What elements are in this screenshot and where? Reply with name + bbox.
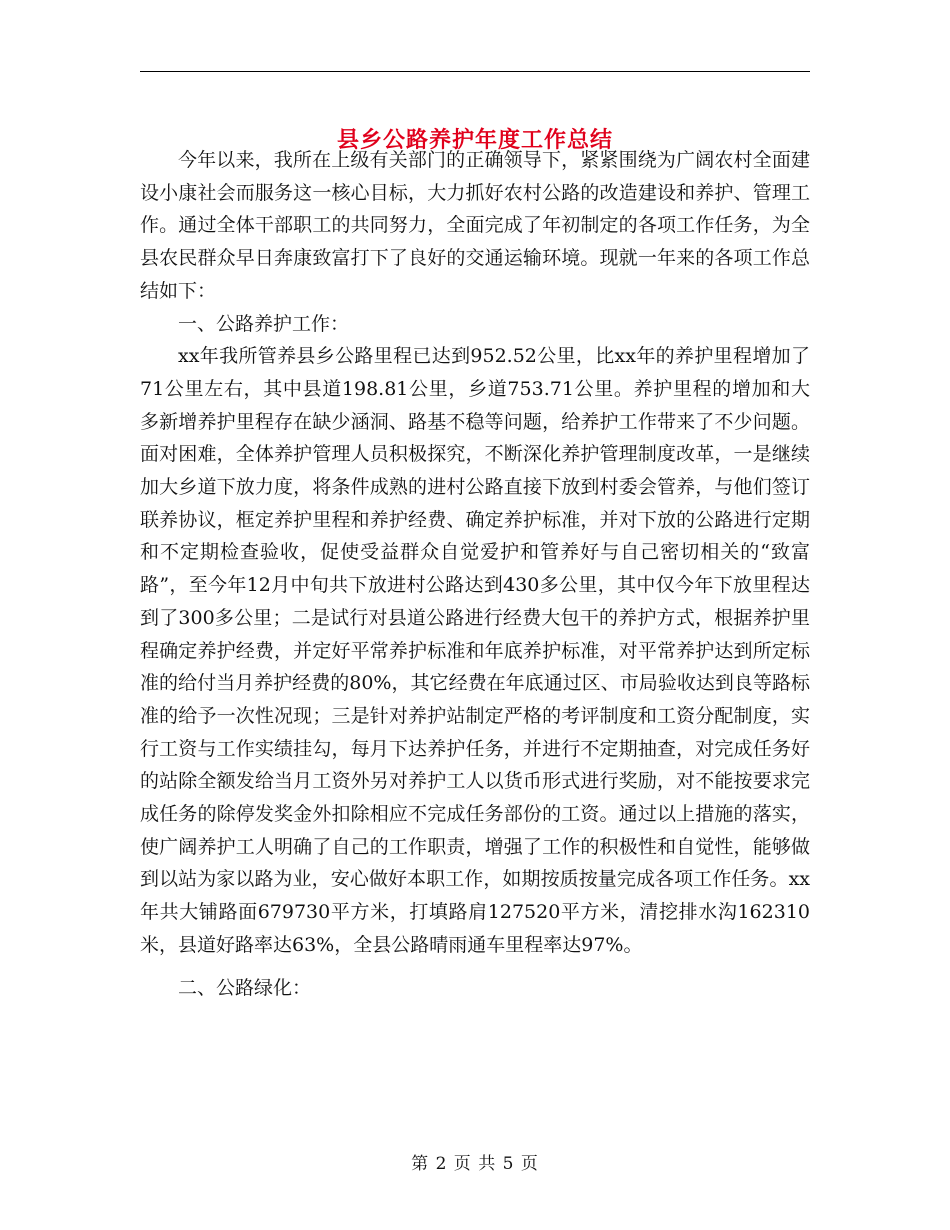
page-number-footer: 第 2 页 共 5 页 bbox=[411, 1154, 539, 1174]
document-body bbox=[140, 144, 810, 1004]
section-heading-road-maintenance: 一、公路养护工作： bbox=[178, 312, 350, 335]
document-title: 县乡公路养护年度工作总结 bbox=[336, 126, 613, 153]
paragraph-intro: 今年以来，我所在上级有关部门的正确领导下，紧紧围绕为广阔农村全面建设小康社会而服务这一核心目标，大力抓好农村公路的改造建设和养护、管理工作。通过全体干部职工的共同努力，全面完成了年初制定的各项工作任务，为全县农民群众早日奔康致富打下了良好的交通运输环境。现就一年来的各项工作总结如下： bbox=[140, 149, 810, 302]
header-rule bbox=[140, 71, 810, 72]
paragraph-road-maintenance: xx年我所管养县乡公路里程已达到952.52公里，比xx年的养护里程增加了71公里左右，其中县道198.81公里，乡道753.71公里。养护里程的增加和大多新增养护里程存在缺少涵洞、路基不稳等问题，给养护工作带来了不少问题。面对困难，全体养护管理人员积极探究，不断深化养护管理制度改革，一是继续加大乡道下放力度，将条件成熟的进村公路直接下放到村委会管养，与他们签订联养协议，框定养护里程和养护经费、确定养护标准，并对下放的公路进行定期和不定期检查验收，促使受益群众自觉爱护和管养好与自己密切相关的“致富路”，至今年12月中旬共下放进村公路达到430多公里，其中仅今年下放里程达到了300多公里；二是试行对县道公路进行经费大包干的养护方式，根据养护里程确定养护经费，并定好平常养护标准和年底养护标准，对平常养护达到所定标准的给付当月养护经费的80%，其它经费在年底通过区、市局验收达到良等路标准的给予一次性况现；三是针对养护站制定严格的考评制度和工资分配制度，实行工资与工作实绩挂勾，每月下达养护任务，并进行不定期抽查，对完成任务好的站除全额发给当月工资外另对养护工人以货币形式进行奖励，对不能按要求完成任务的除停发奖金外扣除相应不完成任务部份的工资。通过以上措施的落实，使广阔养护工人明确了自己的工作职责，增强了工作的积极性和自觉性，能够做到以站为家以路为业，安心做好本职工作，如期按质按量完成各项工作任务。xx年共大铺路面679730平方米，打填路肩127520平方米，清挖排水沟162310米，县道好路率达63%，全县公路晴雨通车里程率达97%。 bbox=[140, 345, 810, 956]
section-heading-road-greening: 二、公路绿化： bbox=[178, 976, 312, 999]
